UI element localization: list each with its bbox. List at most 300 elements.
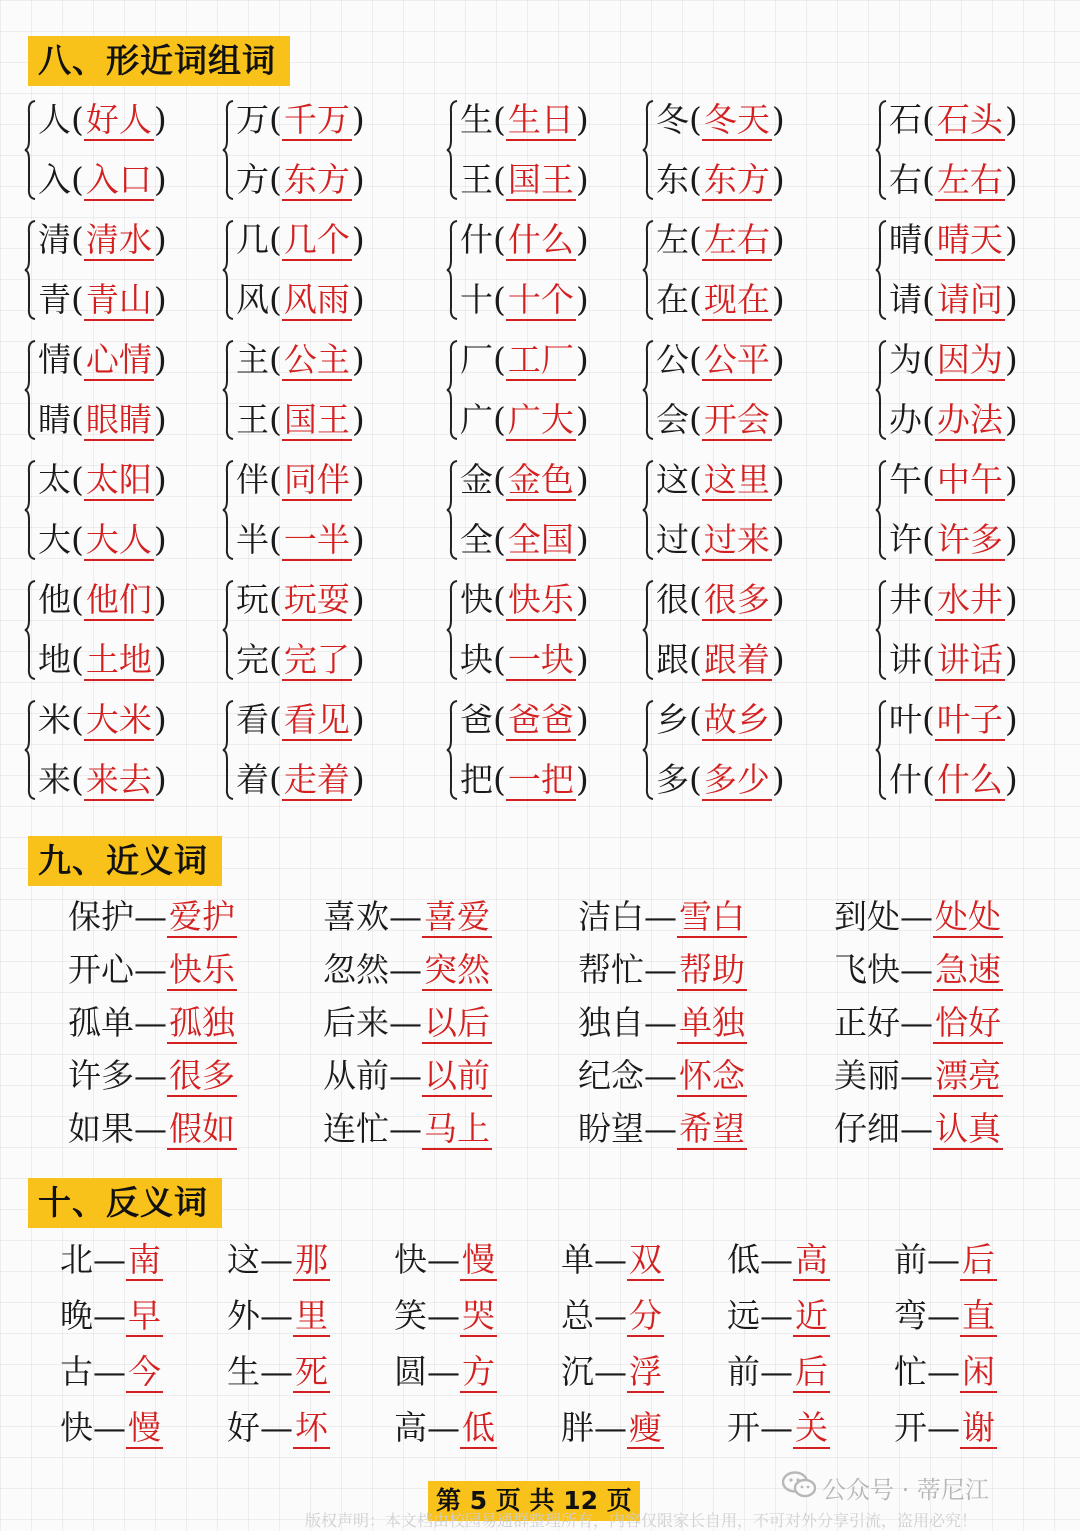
base-char: 井 bbox=[889, 580, 922, 619]
pair-entry bbox=[236, 630, 365, 690]
close-paren: ) bbox=[771, 460, 785, 499]
answer-word: 入口 bbox=[85, 160, 152, 199]
synonym-answer: 处处 bbox=[935, 897, 1001, 936]
dash: — bbox=[760, 1352, 793, 1391]
close-paren: ) bbox=[575, 100, 589, 139]
pair-entry bbox=[889, 210, 1018, 270]
close-paren: ) bbox=[351, 700, 365, 739]
synonym-pair bbox=[68, 1049, 237, 1102]
answer-word: 快乐 bbox=[507, 580, 574, 619]
synonym-word: 如果 bbox=[68, 1109, 134, 1148]
answer-word: 一块 bbox=[507, 640, 574, 679]
antonym-answer: 坏 bbox=[295, 1408, 328, 1447]
dash: — bbox=[260, 1296, 293, 1335]
brace-icon bbox=[875, 100, 887, 200]
answer-word: 生日 bbox=[507, 100, 574, 139]
open-paren: ( bbox=[71, 280, 84, 319]
base-char: 讲 bbox=[889, 640, 922, 679]
antonym-pair bbox=[561, 1344, 664, 1400]
pair-entry bbox=[38, 270, 167, 330]
brace-icon bbox=[24, 100, 36, 200]
answer-word: 中午 bbox=[936, 460, 1003, 499]
open-paren: ( bbox=[922, 520, 935, 559]
antonym-row bbox=[0, 1344, 1080, 1400]
synonym-word: 独自 bbox=[578, 1003, 644, 1042]
synonym-pair bbox=[578, 996, 747, 1049]
antonym-pair bbox=[227, 1344, 330, 1400]
base-char: 半 bbox=[236, 520, 269, 559]
antonym-pair bbox=[561, 1400, 664, 1456]
antonym-answer: 直 bbox=[962, 1296, 995, 1335]
char-pair bbox=[656, 210, 856, 330]
close-paren: ) bbox=[1004, 640, 1018, 679]
synonym-row bbox=[0, 943, 1080, 996]
close-paren: ) bbox=[1004, 520, 1018, 559]
synonym-word: 从前 bbox=[323, 1056, 389, 1095]
answer-word: 同伴 bbox=[283, 460, 350, 499]
char-pair bbox=[460, 570, 660, 690]
close-paren: ) bbox=[1004, 340, 1018, 379]
synonym-word: 开心 bbox=[68, 950, 134, 989]
close-paren: ) bbox=[575, 160, 589, 199]
answer-word: 开会 bbox=[703, 400, 770, 439]
pair-entry bbox=[236, 210, 365, 270]
open-paren: ( bbox=[269, 460, 282, 499]
synonym-pair bbox=[68, 996, 237, 1049]
dash: — bbox=[260, 1240, 293, 1279]
antonym-pair bbox=[60, 1232, 163, 1288]
brace-icon bbox=[222, 340, 234, 440]
base-char: 来 bbox=[38, 760, 71, 799]
answer-word: 一半 bbox=[283, 520, 350, 559]
close-paren: ) bbox=[153, 100, 167, 139]
brace-icon bbox=[222, 580, 234, 680]
antonym-pair bbox=[227, 1400, 330, 1456]
answer-word: 多少 bbox=[703, 760, 770, 799]
antonym-word: 开 bbox=[727, 1408, 760, 1447]
answer-word: 过来 bbox=[703, 520, 770, 559]
dash: — bbox=[900, 897, 933, 936]
pair-entry bbox=[236, 390, 365, 450]
antonym-word: 生 bbox=[227, 1352, 260, 1391]
base-char: 大 bbox=[38, 520, 71, 559]
close-paren: ) bbox=[153, 580, 167, 619]
close-paren: ) bbox=[771, 340, 785, 379]
antonym-pair bbox=[394, 1232, 497, 1288]
close-paren: ) bbox=[1004, 160, 1018, 199]
pair-entry bbox=[38, 510, 167, 570]
antonym-pair bbox=[394, 1400, 497, 1456]
synonym-word: 忽然 bbox=[323, 950, 389, 989]
open-paren: ( bbox=[493, 280, 506, 319]
synonym-word: 盼望 bbox=[578, 1109, 644, 1148]
pair-entry bbox=[656, 90, 785, 150]
answer-word: 看见 bbox=[283, 700, 350, 739]
synonym-answer: 以前 bbox=[424, 1056, 490, 1095]
dash: — bbox=[389, 897, 422, 936]
pair-entry bbox=[236, 690, 365, 750]
answer-word: 什么 bbox=[936, 760, 1003, 799]
brace-icon bbox=[875, 460, 887, 560]
brace-icon bbox=[875, 220, 887, 320]
dash: — bbox=[427, 1240, 460, 1279]
base-char: 什 bbox=[889, 760, 922, 799]
antonym-answer: 哭 bbox=[462, 1296, 495, 1335]
open-paren: ( bbox=[493, 760, 506, 799]
close-paren: ) bbox=[771, 220, 785, 259]
synonym-pair bbox=[578, 1049, 747, 1102]
open-paren: ( bbox=[689, 520, 702, 559]
char-pair bbox=[656, 90, 856, 210]
char-pair bbox=[460, 330, 660, 450]
synonym-answer: 很多 bbox=[169, 1056, 235, 1095]
brace-icon bbox=[642, 340, 654, 440]
close-paren: ) bbox=[351, 400, 365, 439]
pair-row bbox=[0, 570, 1080, 690]
antonym-row bbox=[0, 1232, 1080, 1288]
antonym-answer: 早 bbox=[128, 1296, 161, 1335]
dash: — bbox=[644, 897, 677, 936]
antonym-pair bbox=[394, 1288, 497, 1344]
antonym-pair bbox=[60, 1400, 163, 1456]
base-char: 许 bbox=[889, 520, 922, 559]
base-char: 着 bbox=[236, 760, 269, 799]
base-char: 情 bbox=[38, 340, 71, 379]
open-paren: ( bbox=[269, 340, 282, 379]
answer-word: 一把 bbox=[507, 760, 574, 799]
char-pair bbox=[236, 450, 436, 570]
open-paren: ( bbox=[269, 700, 282, 739]
close-paren: ) bbox=[575, 400, 589, 439]
pair-entry bbox=[460, 570, 589, 630]
base-char: 看 bbox=[236, 700, 269, 739]
base-char: 主 bbox=[236, 340, 269, 379]
base-char: 过 bbox=[656, 520, 689, 559]
synonym-pair bbox=[834, 1102, 1003, 1155]
pair-entry bbox=[656, 570, 785, 630]
base-char: 右 bbox=[889, 160, 922, 199]
open-paren: ( bbox=[269, 520, 282, 559]
antonym-pair bbox=[60, 1344, 163, 1400]
brace-icon bbox=[642, 100, 654, 200]
antonym-word: 远 bbox=[727, 1296, 760, 1335]
synonym-word: 连忙 bbox=[323, 1109, 389, 1148]
antonym-word: 单 bbox=[561, 1240, 594, 1279]
base-char: 完 bbox=[236, 640, 269, 679]
brace-icon bbox=[222, 460, 234, 560]
synonym-pair bbox=[68, 943, 237, 996]
open-paren: ( bbox=[71, 160, 84, 199]
synonym-pair bbox=[68, 1102, 237, 1155]
base-char: 青 bbox=[38, 280, 71, 319]
pair-entry bbox=[236, 270, 365, 330]
synonym-answer: 恰好 bbox=[935, 1003, 1001, 1042]
synonym-word: 飞快 bbox=[834, 950, 900, 989]
char-pair bbox=[38, 90, 238, 210]
synonym-pair bbox=[834, 1049, 1003, 1102]
close-paren: ) bbox=[771, 700, 785, 739]
open-paren: ( bbox=[493, 700, 506, 739]
synonym-row bbox=[0, 890, 1080, 943]
antonym-word: 低 bbox=[727, 1240, 760, 1279]
synonym-answer: 喜爱 bbox=[424, 897, 490, 936]
pair-entry bbox=[656, 390, 785, 450]
char-pair bbox=[38, 330, 238, 450]
antonym-pair bbox=[561, 1288, 664, 1344]
base-char: 方 bbox=[236, 160, 269, 199]
pair-entry bbox=[460, 630, 589, 690]
pair-row bbox=[0, 690, 1080, 810]
brace-icon bbox=[24, 700, 36, 800]
section-title-similar-chars: 八、形近词组词 bbox=[28, 36, 290, 86]
close-paren: ) bbox=[1004, 580, 1018, 619]
synonym-answer: 雪白 bbox=[679, 897, 745, 936]
synonym-answer: 突然 bbox=[424, 950, 490, 989]
brace-icon bbox=[642, 460, 654, 560]
open-paren: ( bbox=[71, 100, 84, 139]
close-paren: ) bbox=[153, 160, 167, 199]
open-paren: ( bbox=[269, 100, 282, 139]
brace-icon bbox=[446, 460, 458, 560]
brace-icon bbox=[642, 700, 654, 800]
base-char: 石 bbox=[889, 100, 922, 139]
open-paren: ( bbox=[71, 520, 84, 559]
antonym-word: 晚 bbox=[60, 1296, 93, 1335]
synonym-word: 纪念 bbox=[578, 1056, 644, 1095]
synonym-word: 仔细 bbox=[834, 1109, 900, 1148]
antonym-pair bbox=[894, 1232, 997, 1288]
base-char: 睛 bbox=[38, 400, 71, 439]
pair-entry bbox=[38, 90, 167, 150]
synonym-pair bbox=[578, 943, 747, 996]
base-char: 块 bbox=[460, 640, 493, 679]
open-paren: ( bbox=[71, 460, 84, 499]
base-char: 生 bbox=[460, 100, 493, 139]
close-paren: ) bbox=[351, 100, 365, 139]
synonym-word: 喜欢 bbox=[323, 897, 389, 936]
dash: — bbox=[260, 1352, 293, 1391]
dash: — bbox=[389, 1056, 422, 1095]
base-char: 入 bbox=[38, 160, 71, 199]
pair-entry bbox=[236, 90, 365, 150]
char-pair bbox=[889, 210, 1080, 330]
antonym-word: 快 bbox=[394, 1240, 427, 1279]
antonym-word: 古 bbox=[60, 1352, 93, 1391]
synonym-pair bbox=[834, 996, 1003, 1049]
antonym-answer: 慢 bbox=[128, 1408, 161, 1447]
close-paren: ) bbox=[575, 700, 589, 739]
char-pair bbox=[656, 330, 856, 450]
antonym-word: 前 bbox=[727, 1352, 760, 1391]
antonym-answer: 浮 bbox=[629, 1352, 662, 1391]
answer-word: 几个 bbox=[283, 220, 350, 259]
dash: — bbox=[389, 1109, 422, 1148]
dash: — bbox=[594, 1408, 627, 1447]
antonym-answer: 分 bbox=[629, 1296, 662, 1335]
antonym-word: 弯 bbox=[894, 1296, 927, 1335]
answer-word: 这里 bbox=[703, 460, 770, 499]
open-paren: ( bbox=[689, 160, 702, 199]
dash: — bbox=[900, 1109, 933, 1148]
open-paren: ( bbox=[493, 220, 506, 259]
dash: — bbox=[134, 1109, 167, 1148]
base-char: 叶 bbox=[889, 700, 922, 739]
pair-entry bbox=[889, 570, 1018, 630]
answer-word: 大人 bbox=[85, 520, 152, 559]
antonym-pair bbox=[727, 1232, 830, 1288]
answer-word: 工厂 bbox=[507, 340, 574, 379]
close-paren: ) bbox=[153, 220, 167, 259]
dash: — bbox=[389, 1003, 422, 1042]
dash: — bbox=[93, 1408, 126, 1447]
pair-entry bbox=[460, 390, 589, 450]
close-paren: ) bbox=[351, 340, 365, 379]
pair-entry bbox=[889, 90, 1018, 150]
char-pair bbox=[38, 210, 238, 330]
open-paren: ( bbox=[269, 160, 282, 199]
open-paren: ( bbox=[71, 760, 84, 799]
antonym-list bbox=[0, 1232, 1080, 1456]
dash: — bbox=[927, 1408, 960, 1447]
antonym-answer: 后 bbox=[962, 1240, 995, 1279]
close-paren: ) bbox=[1004, 460, 1018, 499]
close-paren: ) bbox=[1004, 100, 1018, 139]
close-paren: ) bbox=[575, 340, 589, 379]
char-pair bbox=[889, 690, 1080, 810]
antonym-pair bbox=[227, 1288, 330, 1344]
char-pair bbox=[236, 570, 436, 690]
open-paren: ( bbox=[689, 220, 702, 259]
synonym-answer: 以后 bbox=[424, 1003, 490, 1042]
pair-entry bbox=[236, 570, 365, 630]
answer-word: 跟着 bbox=[703, 640, 770, 679]
dash: — bbox=[134, 897, 167, 936]
pair-entry bbox=[460, 330, 589, 390]
base-char: 会 bbox=[656, 400, 689, 439]
close-paren: ) bbox=[771, 160, 785, 199]
base-char: 厂 bbox=[460, 340, 493, 379]
antonym-answer: 南 bbox=[128, 1240, 161, 1279]
brace-icon bbox=[24, 220, 36, 320]
pair-entry bbox=[656, 630, 785, 690]
base-char: 人 bbox=[38, 100, 71, 139]
close-paren: ) bbox=[575, 640, 589, 679]
synonym-pair bbox=[578, 1102, 747, 1155]
page-indicator: 第 5 页 共 12 页 bbox=[428, 1481, 640, 1521]
answer-word: 什么 bbox=[507, 220, 574, 259]
answer-word: 玩耍 bbox=[283, 580, 350, 619]
synonym-row bbox=[0, 1102, 1080, 1155]
dash: — bbox=[93, 1240, 126, 1279]
close-paren: ) bbox=[575, 460, 589, 499]
base-char: 地 bbox=[38, 640, 71, 679]
base-char: 多 bbox=[656, 760, 689, 799]
answer-word: 公主 bbox=[283, 340, 350, 379]
base-char: 王 bbox=[236, 400, 269, 439]
close-paren: ) bbox=[153, 520, 167, 559]
dash: — bbox=[134, 950, 167, 989]
open-paren: ( bbox=[493, 160, 506, 199]
char-pair bbox=[889, 570, 1080, 690]
antonym-word: 忙 bbox=[894, 1352, 927, 1391]
pair-entry bbox=[889, 450, 1018, 510]
answer-word: 他们 bbox=[85, 580, 152, 619]
answer-word: 心情 bbox=[85, 340, 152, 379]
pair-entry bbox=[460, 450, 589, 510]
antonym-answer: 里 bbox=[295, 1296, 328, 1335]
pair-entry bbox=[889, 150, 1018, 210]
pair-entry bbox=[656, 210, 785, 270]
pair-entry bbox=[38, 330, 167, 390]
char-pair bbox=[38, 690, 238, 810]
char-pair bbox=[236, 90, 436, 210]
brace-icon bbox=[875, 700, 887, 800]
synonym-pair bbox=[323, 890, 492, 943]
base-char: 爸 bbox=[460, 700, 493, 739]
brace-icon bbox=[446, 220, 458, 320]
antonym-pair bbox=[727, 1400, 830, 1456]
dash: — bbox=[927, 1240, 960, 1279]
base-char: 很 bbox=[656, 580, 689, 619]
char-pair bbox=[236, 690, 436, 810]
close-paren: ) bbox=[153, 700, 167, 739]
open-paren: ( bbox=[689, 280, 702, 319]
open-paren: ( bbox=[689, 640, 702, 679]
synonym-word: 洁白 bbox=[578, 897, 644, 936]
close-paren: ) bbox=[1004, 700, 1018, 739]
base-char: 快 bbox=[460, 580, 493, 619]
close-paren: ) bbox=[575, 760, 589, 799]
antonym-answer: 今 bbox=[128, 1352, 161, 1391]
answer-word: 请问 bbox=[936, 280, 1003, 319]
synonym-answer: 急速 bbox=[935, 950, 1001, 989]
section-title-synonyms: 九、近义词 bbox=[28, 836, 222, 886]
char-pair bbox=[236, 210, 436, 330]
open-paren: ( bbox=[689, 760, 702, 799]
base-char: 玩 bbox=[236, 580, 269, 619]
base-char: 冬 bbox=[656, 100, 689, 139]
open-paren: ( bbox=[689, 340, 702, 379]
pair-entry bbox=[656, 150, 785, 210]
synonym-row bbox=[0, 996, 1080, 1049]
synonym-pair bbox=[834, 890, 1003, 943]
base-char: 几 bbox=[236, 220, 269, 259]
char-pair bbox=[460, 450, 660, 570]
close-paren: ) bbox=[771, 640, 785, 679]
close-paren: ) bbox=[771, 400, 785, 439]
base-char: 王 bbox=[460, 160, 493, 199]
close-paren: ) bbox=[771, 280, 785, 319]
antonym-pair bbox=[894, 1344, 997, 1400]
answer-word: 国王 bbox=[283, 400, 350, 439]
antonym-answer: 关 bbox=[795, 1408, 828, 1447]
answer-word: 冬天 bbox=[703, 100, 770, 139]
answer-word: 清水 bbox=[85, 220, 152, 259]
answer-word: 来去 bbox=[85, 760, 152, 799]
base-char: 午 bbox=[889, 460, 922, 499]
pair-entry bbox=[460, 270, 589, 330]
brace-icon bbox=[24, 460, 36, 560]
pair-row bbox=[0, 450, 1080, 570]
base-char: 风 bbox=[236, 280, 269, 319]
dash: — bbox=[644, 950, 677, 989]
pair-row bbox=[0, 90, 1080, 210]
base-char: 为 bbox=[889, 340, 922, 379]
open-paren: ( bbox=[269, 280, 282, 319]
brace-icon bbox=[24, 340, 36, 440]
answer-word: 完了 bbox=[283, 640, 350, 679]
close-paren: ) bbox=[351, 520, 365, 559]
